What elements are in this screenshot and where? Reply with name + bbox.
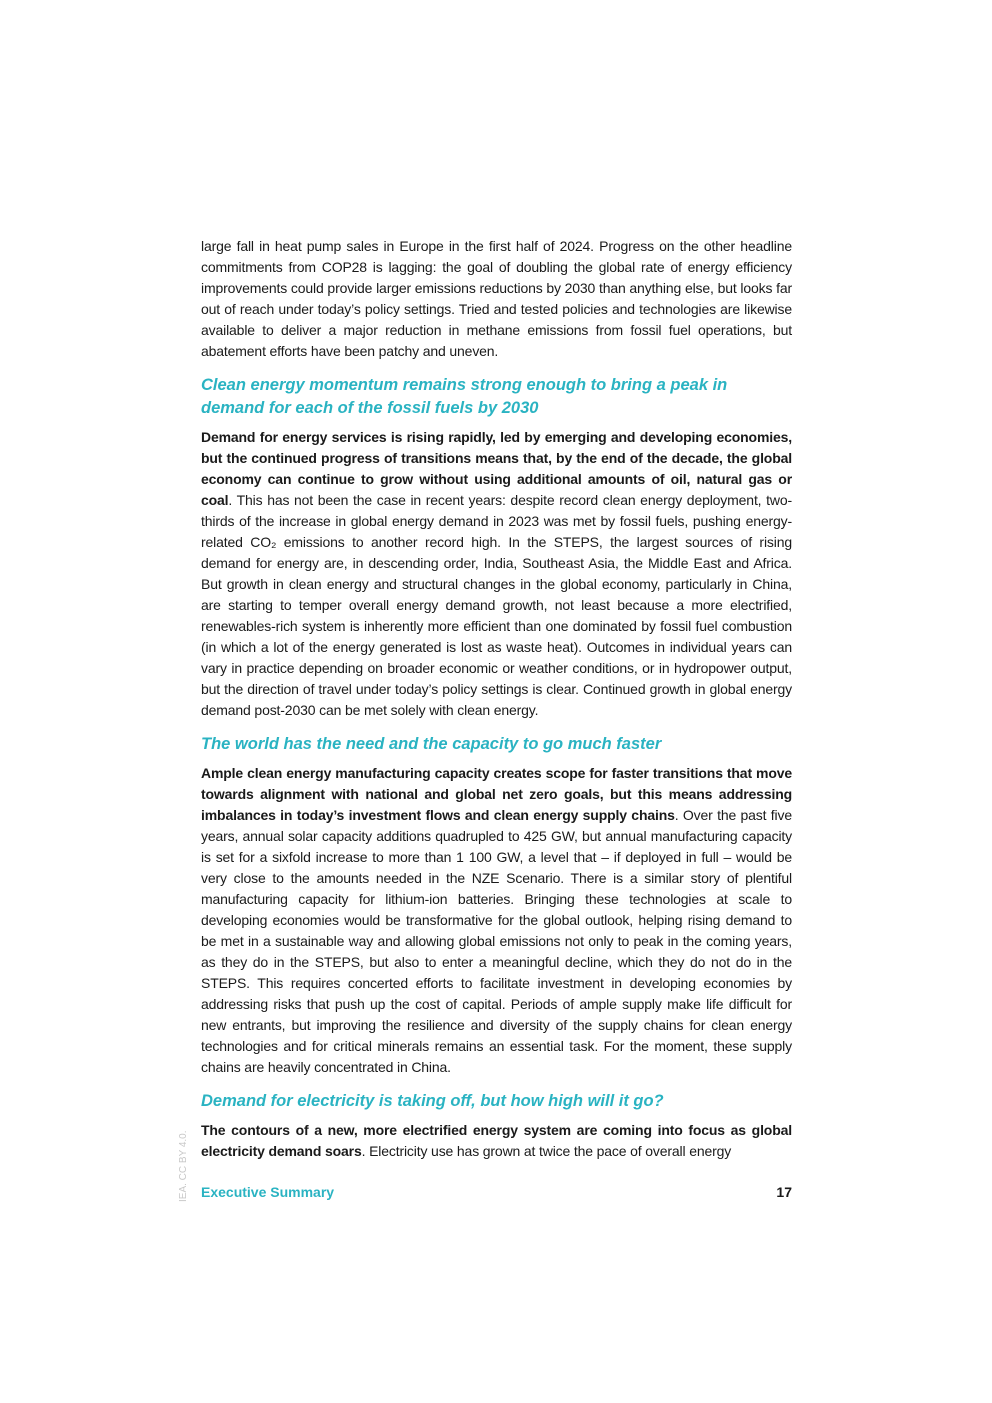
paragraph-text: . This has not been the case in recent years: despite record clean energy deployment, two-thirds of the increase in global energy demand in 2023 was met by fossil fuels, pushing energy-related CO₂ emissions to another record high. In the STEPS, the largest sources of rising demand for energy are, in descending order, India, Southeast Asia, the Middle East and Africa. But growth in clean energy and structural changes in the global economy, particularly in China, are starting to temper overall energy demand growth, not least because a more electrified, renewables-rich system is inherently more efficient than one dominated by fossil fuel combustion (in which a lot of the energy generated is lost as waste heat). Outcomes in individual years can vary in practice depending on broader economic or weather conditions, or in hydropower output, but the direction of travel under today’s policy settings is clear. Continued growth in global energy demand post-2030 can be met solely with clean energy. (201, 492, 792, 718)
license-credit: IEA. CC BY 4.0. (178, 1130, 189, 1202)
paragraph-energy-demand (201, 427, 792, 721)
paragraph-lead-bold: The contours of a new, more electrified energy system are coming into focus as global electricity demand soars (201, 1122, 792, 1159)
paragraph-manufacturing-capacity (201, 763, 792, 1078)
section-heading-go-faster: The world has the need and the capacity to go much faster (201, 735, 662, 753)
page-number: 17 (776, 1184, 792, 1200)
paragraph-text: . Over the past five years, annual solar capacity additions quadrupled to 425 GW, but annual manufacturing capacity is set for a sixfold increase to more than 1 100 GW, a level that – if deployed in full – would be very close to the amounts needed in the NZE Scenario. There is a similar story of plentiful manufacturing capacity for lithium-ion batteries. Bringing these technologies at scale to developing economies would be transformative for the global outlook, helping rising demand to be met in a sustainable way and allowing global emissions not only to peak in the coming years, as they do in the STEPS, but also to enter a meaningful decline, which they do not do in the STEPS. This requires concerted efforts to facilitate investment in developing economies by addressing risks that push up the cost of capital. Periods of ample supply make life difficult for new entrants, but improving the resilience and diversity of the supply chains for clean energy technologies and for critical minerals remains an essential task. For the moment, these supply chains are heavily concentrated in China. (201, 807, 792, 1075)
section-heading-electricity-demand: Demand for electricity is taking off, but how high will it go? (201, 1092, 664, 1110)
page-content (201, 236, 792, 1174)
paragraph-text: . Electricity use has grown at twice the pace of overall energy (361, 1143, 732, 1159)
paragraph-text: large fall in heat pump sales in Europe in the first half of 2024. Progress on the other headline commitments from COP28 is lagging: the goal of doubling the global rate of energy efficiency improvements could provide larger emissions reductions by 2030 than anything else, but looks far out of reach under today’s policy settings. Tried and tested policies and technologies are likewise available to deliver a major reduction in methane emissions from fossil fuel operations, but abatement efforts have been patchy and uneven. (201, 238, 792, 359)
paragraph-heat-pump-cop28 (201, 236, 792, 362)
paragraph-lead-bold: Demand for energy services is rising rapidly, led by emerging and developing economies, but the continued progress of transitions means that, by the end of the decade, the global economy can continue to grow without using additional amounts of oil, natural gas or coal (201, 429, 792, 508)
paragraph-electrified-system (201, 1120, 792, 1162)
paragraph-lead-bold: Ample clean energy manufacturing capacity creates scope for faster transitions that move towards alignment with national and global net zero goals, but this means addressing imbalances in today’s investment flows and clean energy supply chains (201, 765, 792, 823)
section-heading-clean-energy-momentum: Clean energy momentum remains strong enough to bring a peak in demand for each of the fossil fuels by 2030 (201, 376, 728, 417)
page-footer (201, 1182, 792, 1202)
footer-section-title: Executive Summary (201, 1184, 335, 1200)
